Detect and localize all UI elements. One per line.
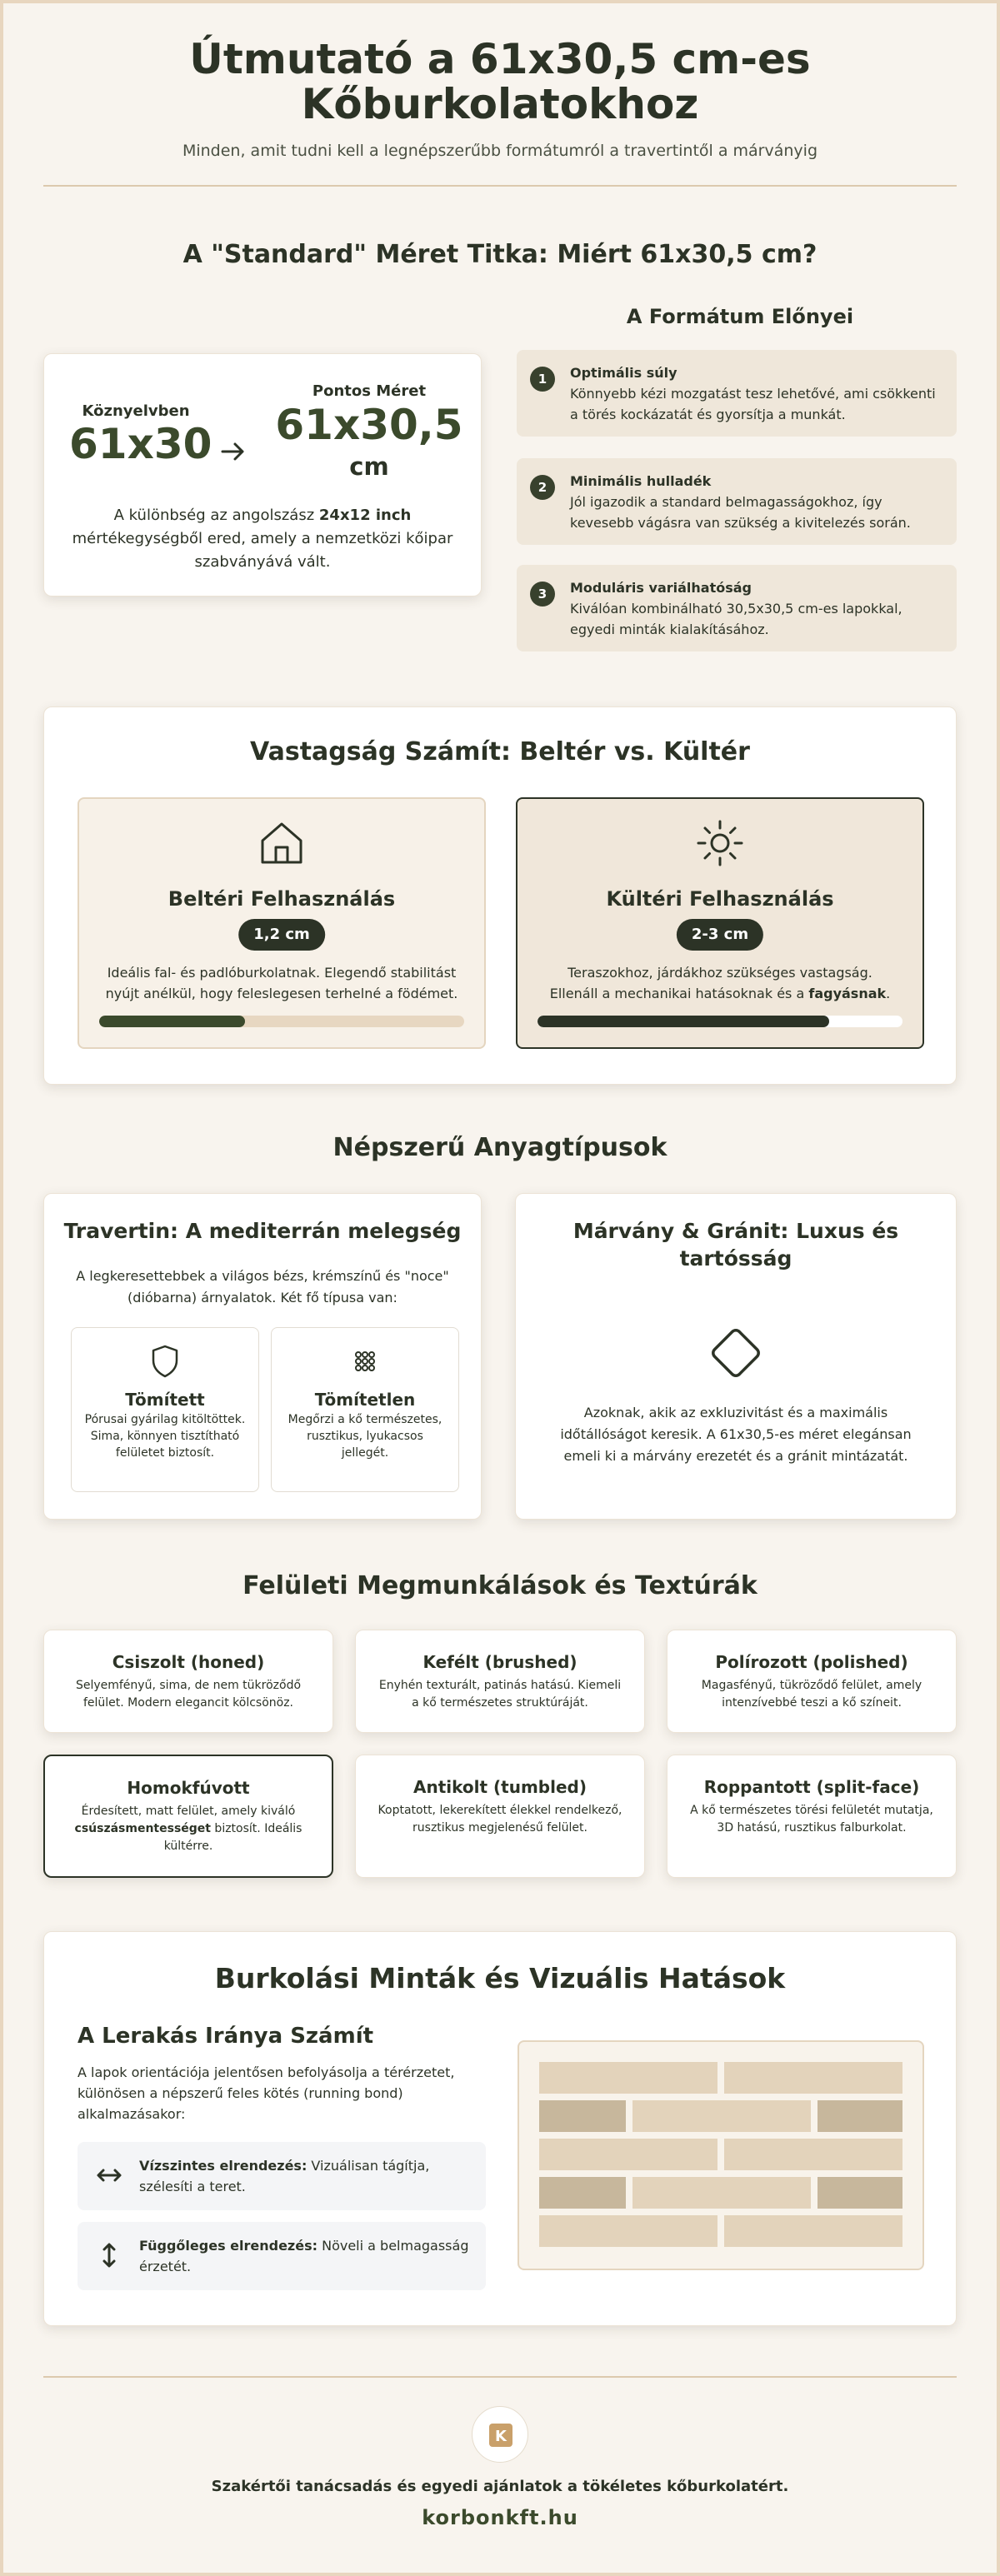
common-size-value: 61x30	[69, 420, 212, 468]
size-row	[44, 379, 481, 496]
indoor-title: Beltéri Felhasználás	[168, 887, 396, 911]
finish-desc-text-2: biztosít. Ideális kültérre.	[163, 1822, 302, 1853]
thickness-card	[43, 706, 957, 1085]
outdoor-level-bar	[538, 1016, 902, 1027]
advantage-item	[517, 458, 957, 545]
advantage-desc: Kiválóan kombinálható 30,5x30,5 cm-es lapokkal, egyedi minták kialakításához.	[570, 601, 902, 637]
finish-desc: Magasfényű, tükröződő felület, amely intenzívebbé teszi a kő színeit.	[701, 1679, 922, 1710]
materials-title: Népszerű Anyagtípusok	[332, 1133, 668, 1162]
tile	[818, 2177, 902, 2209]
exact-size-unit: cm	[349, 452, 389, 481]
travertine-title: Travertin: A mediterrán melegség	[63, 1219, 462, 1243]
marble-granite-card	[515, 1193, 957, 1520]
vertical-layout-label: Függőleges elrendezés:	[139, 2238, 318, 2254]
tile	[818, 2100, 902, 2132]
common-size	[69, 402, 212, 468]
finish-card-polished	[667, 1630, 957, 1733]
finish-title: Antikolt (tumbled)	[413, 1777, 587, 1797]
dots-icon	[272, 1343, 458, 1383]
common-size-label: Köznyelvben	[82, 402, 190, 420]
marble-title: Márvány & Gránit: Luxus és tartósság	[572, 1219, 899, 1271]
advantage-title: Optimális súly	[570, 365, 678, 381]
indoor-level-bar	[99, 1016, 464, 1027]
travertine-desc: A legkeresettebbek a világos bézs, krémszínű és "noce" (dióbarna) árnyalatok. Két fő típusa van:	[76, 1268, 449, 1305]
size-note-bold: 24x12 inch	[318, 507, 412, 524]
size-note	[69, 504, 456, 574]
page-header	[43, 37, 957, 160]
finishes-title: Felületi Megmunkálások és Textúrák	[242, 1571, 758, 1600]
vertical-layout-desc: Növeli a belmagasság érzetét.	[139, 2238, 469, 2274]
tile	[632, 2100, 811, 2132]
horizontal-arrows-icon	[94, 2160, 124, 2194]
running-bond-illustration	[518, 2040, 924, 2270]
vertical-arrows-icon	[94, 2240, 124, 2274]
thickness-section	[43, 706, 957, 1085]
tile	[539, 2062, 718, 2094]
outdoor-desc-bold: fagyásnak	[808, 986, 887, 1001]
tile	[724, 2215, 902, 2247]
patterns-title: Burkolási Minták és Vizuális Hatások	[214, 1962, 786, 1994]
filled-type-title: Tömített	[125, 1390, 205, 1410]
tile	[539, 2215, 718, 2247]
advantage-number: 3	[530, 582, 555, 607]
horizontal-layout-item	[78, 2142, 486, 2210]
house-icon	[79, 819, 484, 871]
horizontal-layout-desc: Vizuálisan tágítja, szélesíti a teret.	[139, 2158, 430, 2194]
finish-card-brushed	[355, 1630, 645, 1733]
vertical-layout-text	[139, 2235, 469, 2277]
unfilled-type-desc: Megőrzi a kő természetes, rusztikus, lyukacsos jellegét.	[288, 1413, 442, 1460]
tile	[539, 2100, 626, 2132]
exact-size	[265, 382, 473, 483]
finish-title: Polírozott (polished)	[715, 1652, 908, 1672]
advantage-number: 2	[530, 475, 555, 500]
indoor-card	[78, 797, 486, 1049]
arrow-right-icon	[219, 437, 248, 473]
advantage-desc: Jól igazodik a standard belmagasságokhoz, így kevesebb vágásra van szükség a kivitelezés során.	[570, 494, 911, 531]
advantages-title: A Formátum Előnyei	[626, 305, 854, 328]
horizontal-layout-text	[139, 2155, 469, 2197]
indoor-desc: Ideális fal- és padlóburkolatnak. Elegendő stabilitást nyújt anélkül, hogy feleslegesen terhelné a födémet.	[105, 965, 458, 1001]
outdoor-card	[516, 797, 924, 1049]
finish-desc	[65, 1803, 312, 1855]
shield-icon	[72, 1343, 258, 1383]
advantage-title: Moduláris variálhatóság	[570, 580, 752, 596]
footer-website-link[interactable]: korbonkft.hu	[422, 2506, 578, 2529]
tile	[632, 2177, 811, 2209]
outdoor-desc-text-1: Teraszokhoz, járdákhoz szükséges vastagság. Ellenáll a mechanikai hatásoknak és a	[549, 965, 872, 1001]
advantage-desc: Könnyebb kézi mozgatást tesz lehetővé, ami csökkenti a törés kockázatát és gyorsítja a munkát.	[570, 386, 936, 422]
size-note-text-1: A különbség az angolszász	[113, 507, 319, 524]
finish-card-honed	[43, 1630, 333, 1733]
exact-size-label: Pontos Méret	[312, 382, 427, 400]
advantage-number: 1	[530, 367, 555, 392]
advantage-title: Minimális hulladék	[570, 473, 712, 489]
footer-tagline: Szakértői tanácsadás és egyedi ajánlatok a tökéletes kőburkolatért.	[211, 2478, 789, 2495]
unfilled-type-title: Tömítetlen	[314, 1390, 416, 1410]
filled-type-card	[71, 1327, 259, 1492]
standard-section	[43, 305, 957, 653]
indoor-level-fill	[99, 1016, 245, 1027]
indoor-thickness-badge: 1,2 cm	[238, 919, 325, 951]
sun-icon	[518, 819, 922, 871]
filled-type-desc: Pórusai gyárilag kitöltöttek. Sima, könnyen tisztítható felületet biztosít.	[84, 1413, 246, 1460]
finish-card-sandblasted	[43, 1755, 333, 1878]
finish-desc: Enyhén texturált, patinás hatású. Kiemeli a kő természetes struktúráját.	[378, 1679, 622, 1710]
finish-title: Homokfúvott	[127, 1778, 250, 1798]
finish-title: Csiszolt (honed)	[112, 1652, 265, 1672]
header-divider	[43, 185, 957, 187]
company-logo	[472, 2406, 528, 2463]
page-title	[43, 37, 957, 127]
exact-size-value: 61x30,5	[275, 401, 463, 449]
patterns-desc: A lapok orientációja jelentősen befolyásolja a térérzetet, különösen a népszerű feles kötés (running bond) alkalmazásakor:	[78, 2064, 455, 2122]
tile	[539, 2177, 626, 2209]
finish-desc: Koptatott, lekerekített élekkel rendelkező, rusztikus megjelenésű felület.	[378, 1804, 622, 1835]
page-subtitle: Minden, amit tudni kell a legnépszerűbb formátumról a travertintől a márványig	[182, 142, 818, 160]
title-line-1: Útmutató a 61x30,5 cm-es	[189, 35, 811, 83]
vertical-layout-item	[78, 2222, 486, 2290]
finish-desc: Selyemfényű, sima, de nem tükröződő felület. Modern elegancit kölcsönöz.	[75, 1679, 302, 1710]
travertine-card	[43, 1193, 482, 1520]
diamond-icon	[516, 1320, 956, 1389]
title-line-2: Kőburkolatokhoz	[301, 80, 699, 128]
tile	[724, 2062, 902, 2094]
standard-section-title: A "Standard" Méret Titka: Miért 61x30,5 cm?	[182, 240, 818, 269]
finish-desc-bold: csúszásmentességet	[74, 1822, 211, 1835]
advantage-item	[517, 565, 957, 651]
patterns-subtitle: A Lerakás Iránya Számít	[78, 2024, 374, 2049]
horizontal-layout-label: Vízszintes elrendezés:	[139, 2158, 308, 2174]
outdoor-title: Kültéri Felhasználás	[606, 887, 834, 911]
patterns-section	[43, 1931, 957, 2326]
finishes-section	[43, 1630, 957, 1880]
tile	[539, 2139, 718, 2170]
tile	[724, 2139, 902, 2170]
outdoor-thickness-badge: 2-3 cm	[677, 919, 763, 951]
finish-card-split-face	[667, 1755, 957, 1878]
unfilled-type-card	[271, 1327, 459, 1492]
finish-desc: A kő természetes törési felületét mutatja, 3D hatású, rusztikus falburkolat.	[690, 1804, 933, 1835]
finish-title: Kefélt (brushed)	[422, 1652, 578, 1672]
patterns-card	[43, 1931, 957, 2326]
materials-section	[43, 1193, 957, 1520]
size-comparison-card	[43, 353, 482, 597]
finish-card-tumbled	[355, 1755, 645, 1878]
size-note-text-2: mértékegységből ered, amely a nemzetközi kőipar szabványává vált.	[72, 530, 453, 571]
outdoor-desc-text-2: .	[886, 986, 891, 1001]
outdoor-level-fill	[538, 1016, 829, 1027]
finish-title: Roppantott (split-face)	[703, 1777, 920, 1797]
advantage-item	[517, 350, 957, 437]
footer-divider	[43, 2376, 957, 2378]
finish-desc-text-1: Érdesített, matt felület, amely kiváló	[81, 1805, 296, 1818]
outdoor-desc	[542, 962, 898, 1004]
marble-desc: Azoknak, akik az exkluzivitást és a maximális időtállóságot keresik. A 61x30,5-es méret elegánsan emeli ki a márvány erezetét és a gránit mintázatát.	[560, 1405, 912, 1464]
logo-letter: K	[495, 2428, 507, 2445]
thickness-title: Vastagság Számít: Beltér vs. Kültér	[250, 737, 750, 766]
